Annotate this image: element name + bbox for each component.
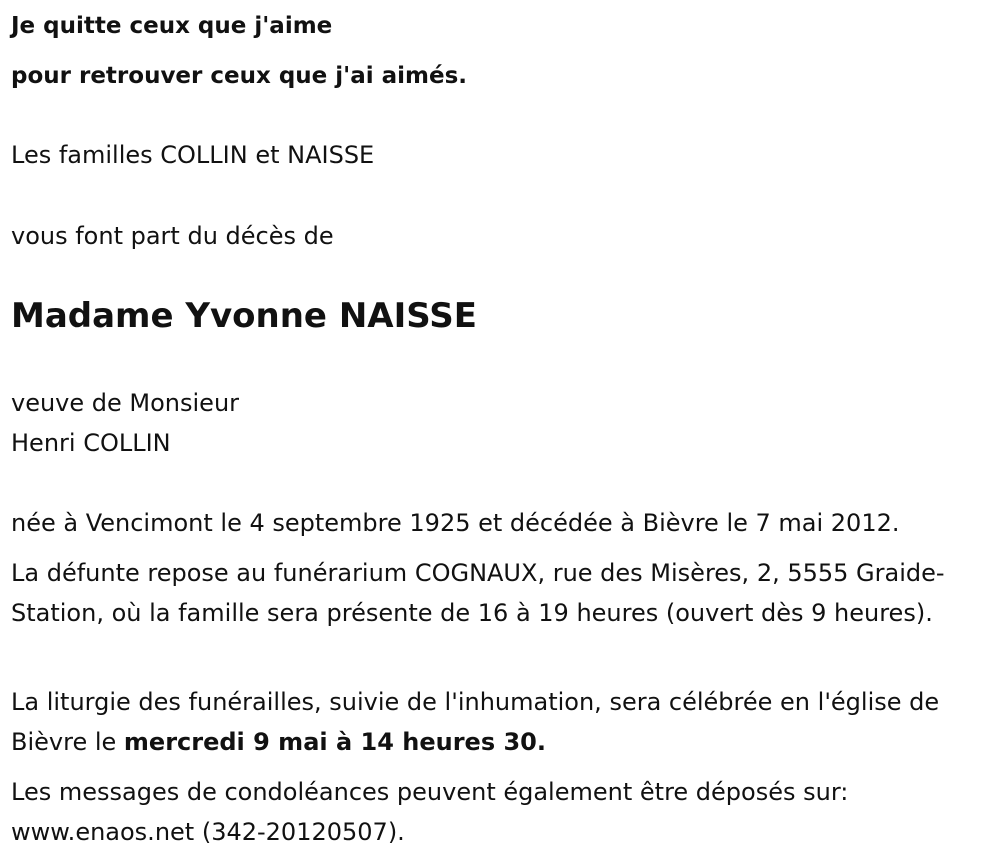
liturgy-date: mercredi 9 mai à 14 heures 30. [123,728,546,756]
announcement-text: vous font part du décès de [11,222,334,250]
spouse-line-2: Henri COLLIN [11,429,171,457]
liturgy-text: La liturgie des funérailles, suivie de l'inhumation, sera célébrée en l'église de Bièvre le [11,688,940,756]
funeral-home-paragraph: La défunte repose au funérarium COGNAUX, rue des Misères, 2, 5555 Graide-Station, où la famille sera présente de 16 à 19 heures (ouvert dès 9 heures). [11,559,945,627]
liturgy-paragraph [11,682,986,762]
spouse-line-1: veuve de Monsieur [11,389,240,417]
epigraph-line-2: pour retrouver ceux que j'ai aimés. [11,63,468,89]
families-text: Les familles COLLIN et NAISSE [11,141,375,169]
deceased-name: Madame Yvonne NAISSE [11,296,477,336]
epigraph-line-1: Je quitte ceux que j'aime [11,13,333,39]
birth-death-text: née à Vencimont le 4 septembre 1925 et décédée à Bièvre le 7 mai 2012. [11,509,900,537]
condolences-paragraph: Les messages de condoléances peuvent également être déposés sur: www.enaos.net (342-20120507). [11,778,849,846]
